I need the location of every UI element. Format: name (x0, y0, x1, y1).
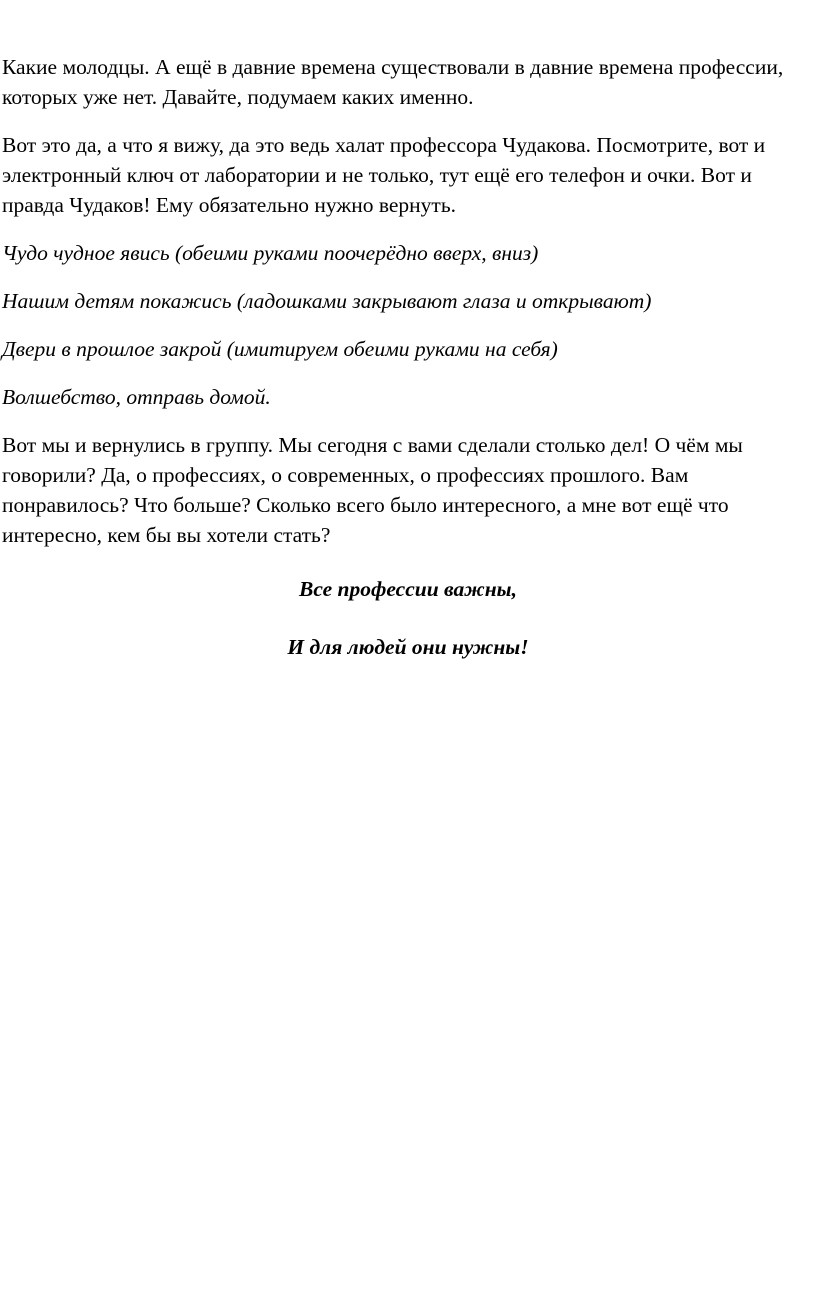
paragraph-intro: Какие молодцы. А ещё в давние времена существовали в давние времена профессии, которых уже нет. Давайте, подумаем каких именно. (2, 55, 784, 109)
motto-line: Все профессии важны, (299, 577, 517, 601)
paragraph-professor-robe: Вот это да, а что я вижу, да это ведь халат профессора Чудакова. Посмотрите, вот и электронный ключ от лаборатории и не только, тут ещё его телефон и очки. Вот и правда Чудаков! Ему обязательно нужно вернуть. (2, 133, 766, 217)
verse-line: Нашим детям покажись (ладошками закрывают глаза и открывают) (2, 289, 652, 313)
document-page (0, 52, 816, 690)
verse-line: Двери в прошлое закрой (имитируем обеими руками на себя) (2, 337, 558, 361)
motto (2, 574, 814, 662)
verse-line: Чудо чудное явись (обеими руками поочерёдно вверх, вниз) (2, 241, 539, 265)
verse-line: Волшебство, отправь домой. (2, 385, 271, 409)
motto-line: И для людей они нужны! (287, 635, 529, 659)
paragraph-return: Вот мы и вернулись в группу. Мы сегодня с вами сделали столько дел! О чём мы говорили? Да, о профессиях, о современных, о профессиях прошлого. Вам понравилось? Что больше? Сколько всего было интересного, а мне вот ещё что интересно, кем бы вы хотели стать? (2, 433, 743, 547)
